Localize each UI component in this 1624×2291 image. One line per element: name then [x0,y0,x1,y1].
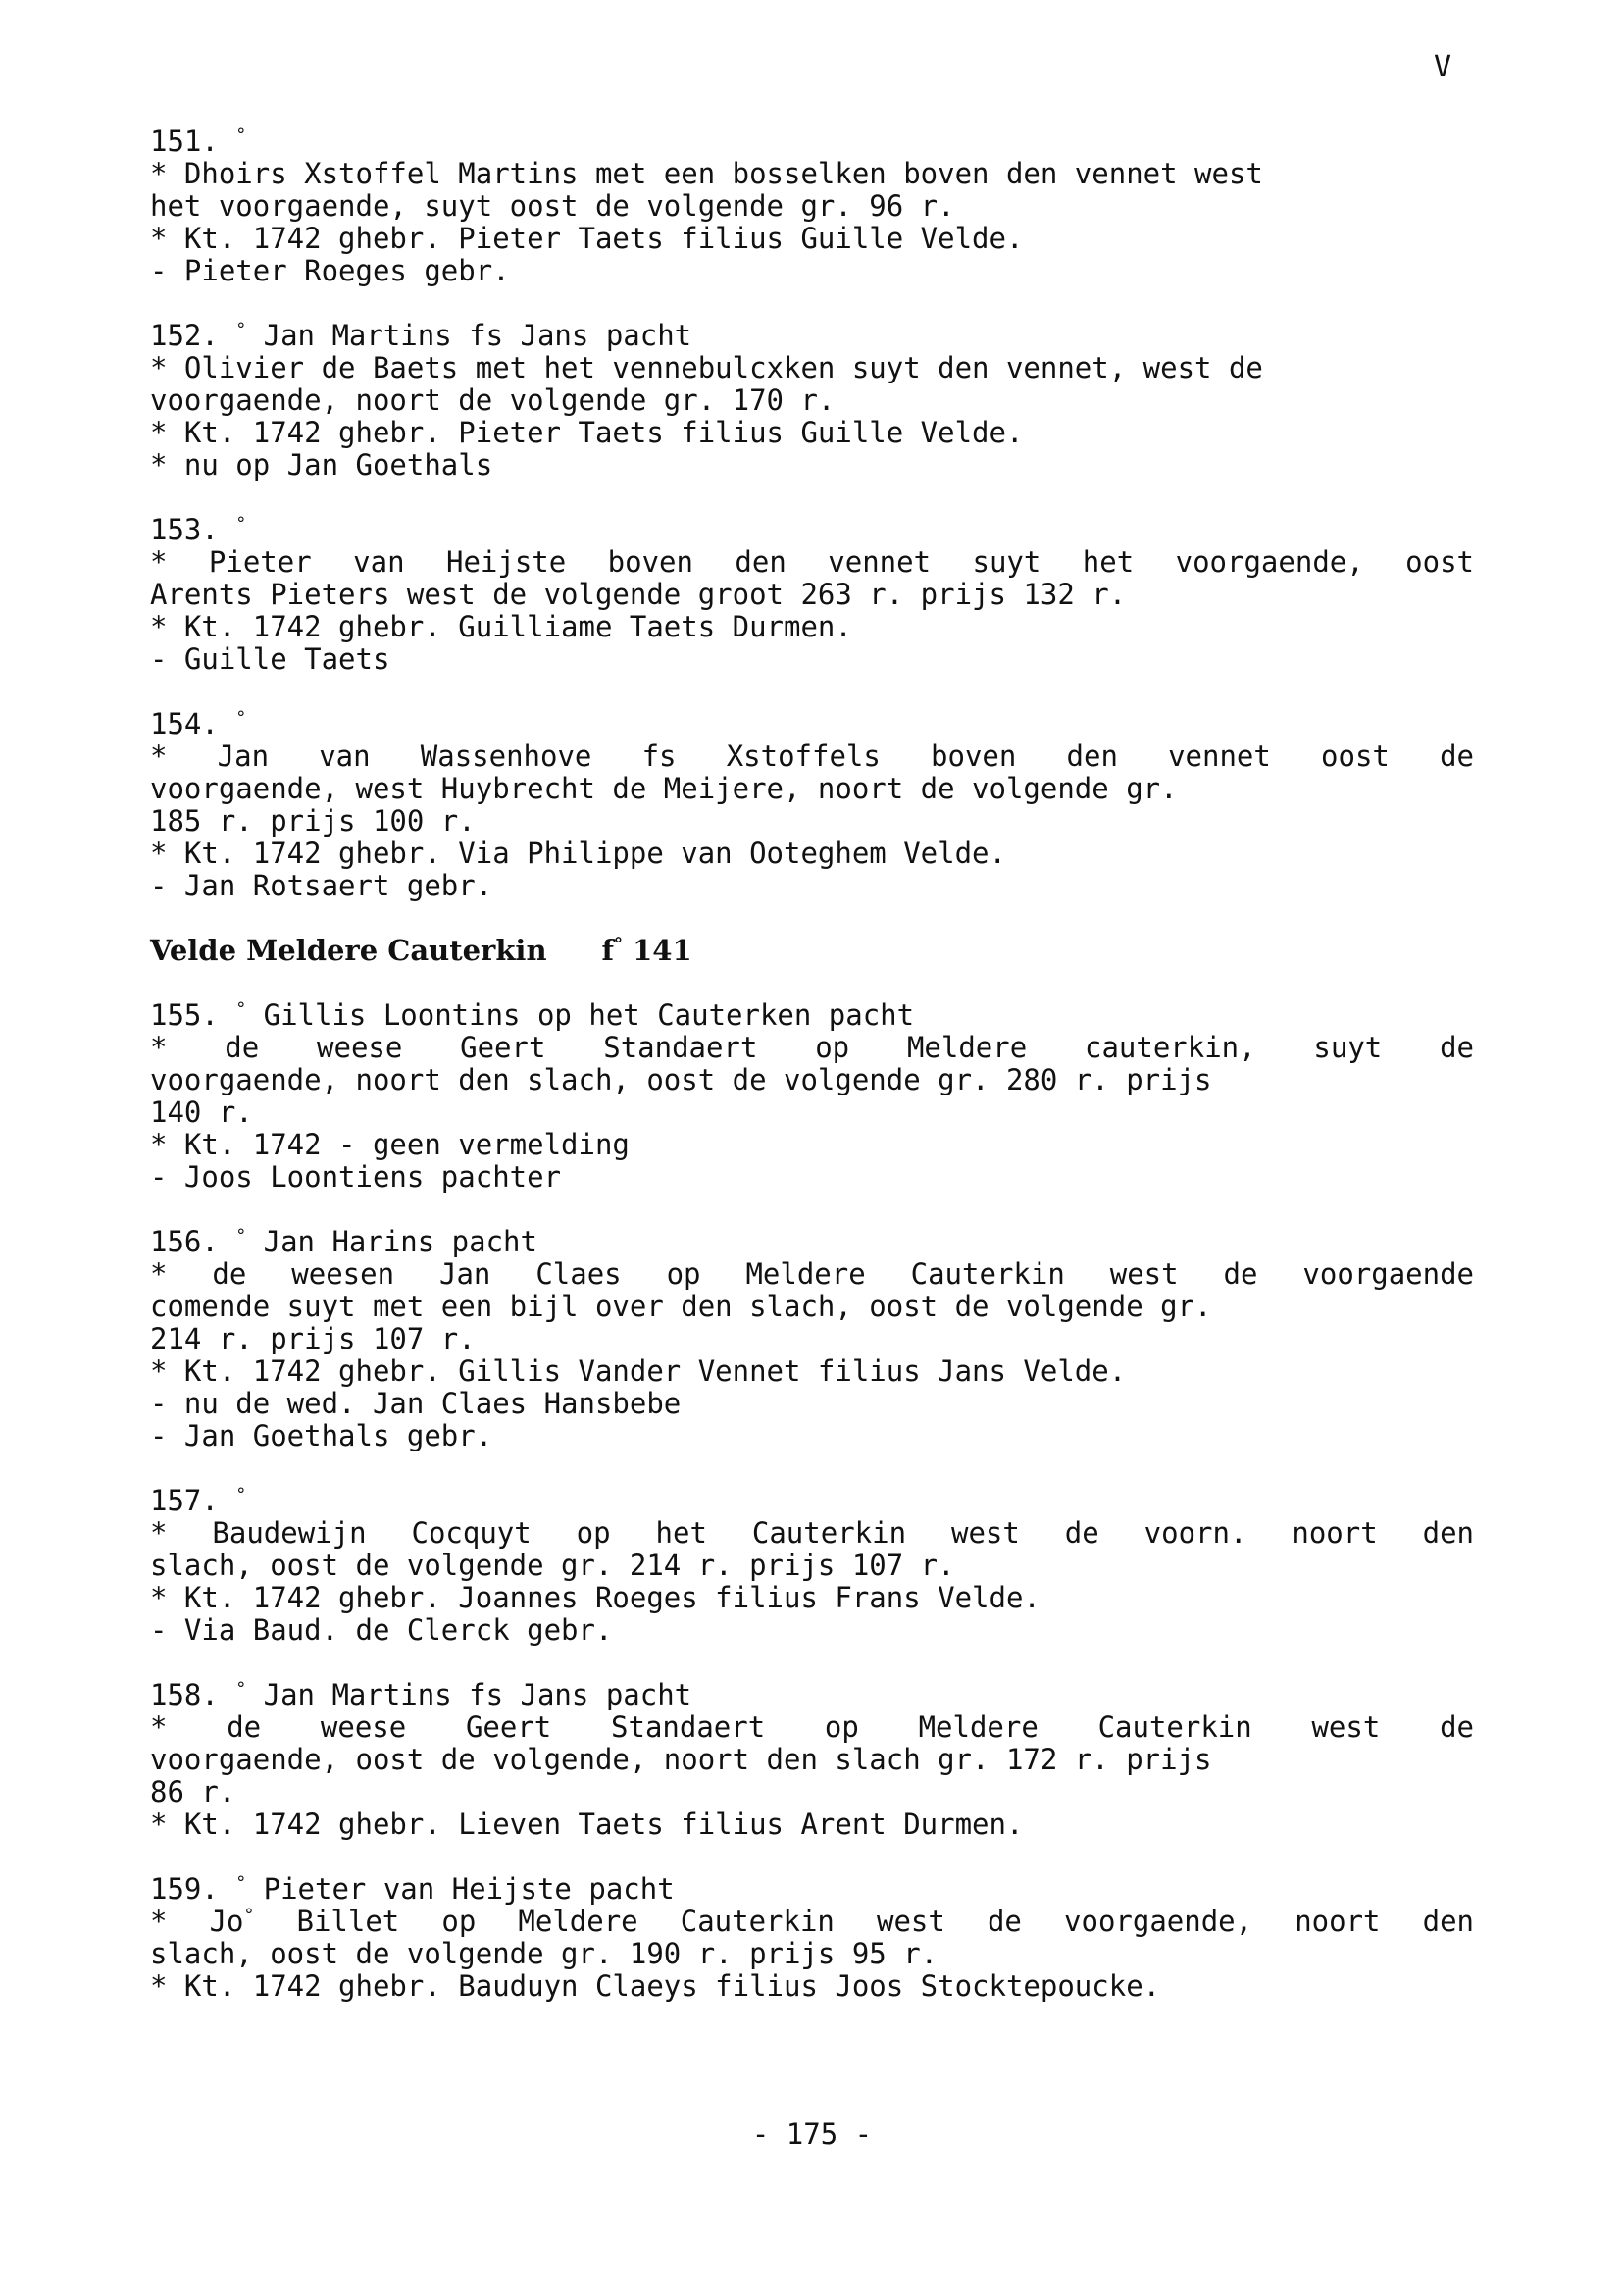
entry-line: Arents Pieters west de volgende groot 263 r. prijs 132 r. [150,578,1127,611]
entry-header [150,126,1474,158]
entry-line-rest: Billet op Meldere Cauterkin west de voorgaende, noort den [254,1905,1474,1938]
entry-line: * Kt. 1742 ghebr. Lieven Taets filius Arent Durmen. [150,1807,1024,1841]
entry-number: 151. [150,125,219,158]
entry-header [150,1679,1474,1711]
folio-reference [602,934,692,967]
degree-mark: ° [235,513,247,535]
entry-tenant: Jan Martins fs Jans pacht [263,1678,692,1711]
degree-mark: ° [235,1872,247,1894]
entry-line: * Kt. 1742 ghebr. Pieter Taets filius Guille Velde. [150,416,1024,449]
entry-line: * Kt. 1742 - geen vermelding [150,1128,630,1161]
entry-header [150,708,1474,740]
entry-line: voorgaende, noort den slach, oost de volgende gr. 280 r. prijs [150,1063,1212,1096]
entry-line: - Guille Taets [150,642,390,676]
entry-header [150,999,1474,1032]
entry-number: 157. [150,1484,219,1517]
degree-mark: ° [614,934,624,955]
entry-line: 214 r. prijs 107 r. [150,1322,476,1355]
entry-number: 155. [150,998,219,1032]
entry-number: 154. [150,707,219,740]
entry-line: - nu de wed. Jan Claes Hansbebe [150,1387,682,1420]
entry-line: * Olivier de Baets met het vennebulcxken suyt den vennet, west de [150,351,1263,384]
degree-mark: ° [235,998,247,1020]
entry-line: - Pieter Roeges gebr. [150,254,510,287]
entry-159 [150,1873,1474,2003]
entry-line: * Kt. 1742 ghebr. Guilliame Taets Durmen. [150,610,852,643]
entries-group-b [150,999,1474,1841]
entry-line: * Kt. 1742 ghebr. Joannes Roeges filius Frans Velde. [150,1581,1040,1614]
folio-number: 141 [633,934,692,967]
entry-line: voorgaende, oost de volgende, noort den slach gr. 172 r. prijs [150,1743,1212,1776]
entry-line: * Kt. 1742 ghebr. Via Philippe van Ooteghem Velde. [150,837,1006,870]
entry-152 [150,320,1474,482]
entry-tenant: Jan Harins pacht [263,1225,537,1258]
document-body [150,126,1474,2035]
entry-line-prefix: * Jo [150,1905,244,1938]
entry-line: comende suyt met een bijl over den slach, oost de volgende gr. [150,1290,1212,1323]
entry-number: 156. [150,1225,219,1258]
entry-line: 86 r. [150,1775,236,1808]
entry-header [150,1873,1474,1906]
entry-line [150,1906,1474,1938]
entry-line: * Jan van Wassenhove fs Xstoffels boven den vennet oost de [150,739,1474,773]
entries-group-a [150,126,1474,902]
entry-line: slach, oost de volgende gr. 214 r. prijs 107 r. [150,1549,955,1582]
entry-line: * Baudewijn Cocquyt op het Cauterkin west de voorn. noort den [150,1516,1474,1550]
section-heading [150,935,1474,967]
entry-line: voorgaende, noort de volgende gr. 170 r. [150,383,836,417]
entry-line: * Kt. 1742 ghebr. Gillis Vander Vennet filius Jans Velde. [150,1354,1127,1388]
entry-line: * Kt. 1742 ghebr. Bauduyn Claeys filius Joos Stocktepoucke. [150,1969,1161,2003]
entry-header [150,320,1474,352]
entry-157 [150,1485,1474,1647]
degree-mark: ° [235,1678,247,1700]
entry-155 [150,999,1474,1194]
degree-mark: ° [243,1905,255,1926]
entry-header [150,514,1474,546]
entry-line: * nu op Jan Goethals [150,448,493,482]
entry-line: voorgaende, west Huybrecht de Meijere, noort de volgende gr. [150,772,1178,805]
degree-mark: ° [235,125,247,146]
entry-number: 152. [150,319,219,352]
entry-number: 158. [150,1678,219,1711]
entry-number: 153. [150,513,219,546]
entry-line: 140 r. [150,1095,253,1129]
entry-line: * Pieter van Heijste boven den vennet suyt het voorgaende, oost [150,545,1474,579]
folio-prefix: f [601,934,615,967]
entry-line: - Joos Loontiens pachter [150,1160,562,1194]
degree-mark: ° [235,1225,247,1247]
entry-156 [150,1226,1474,1452]
entry-line: het voorgaende, suyt oost de volgende gr. 96 r. [150,189,955,223]
page-number: - 175 - [751,2117,873,2151]
entry-line: - Jan Goethals gebr. [150,1419,493,1452]
degree-mark: ° [235,1484,247,1505]
section-title: Velde Meldere Cauterkin [150,934,547,967]
entry-line: * Kt. 1742 ghebr. Pieter Taets filius Guille Velde. [150,222,1024,255]
entry-tenant: Jan Martins fs Jans pacht [263,319,692,352]
entry-153 [150,514,1474,676]
entry-line: * de weese Geert Standaert op Meldere Cauterkin west de [150,1710,1474,1744]
entry-line: slach, oost de volgende gr. 190 r. prijs 95 r. [150,1937,939,1970]
entry-line: * de weesen Jan Claes op Meldere Cauterkin west de voorgaende [150,1257,1474,1291]
entry-tenant: Pieter van Heijste pacht [263,1872,675,1906]
entry-line: * Dhoirs Xstoffel Martins met een bosselken boven den vennet west [150,157,1263,190]
corner-mark: V [1434,50,1452,84]
entry-158 [150,1679,1474,1841]
degree-mark: ° [235,319,247,340]
entry-line: 185 r. prijs 100 r. [150,804,476,838]
entry-header [150,1485,1474,1517]
entry-number: 159. [150,1872,219,1906]
entry-header [150,1226,1474,1258]
entry-line: - Via Baud. de Clerck gebr. [150,1613,613,1647]
degree-mark: ° [235,707,247,729]
entry-151 [150,126,1474,287]
entry-line: * de weese Geert Standaert op Meldere cauterkin, suyt de [150,1031,1474,1064]
entry-tenant: Gillis Loontins op het Cauterken pacht [263,998,915,1032]
entry-154 [150,708,1474,902]
entry-line: - Jan Rotsaert gebr. [150,869,493,902]
